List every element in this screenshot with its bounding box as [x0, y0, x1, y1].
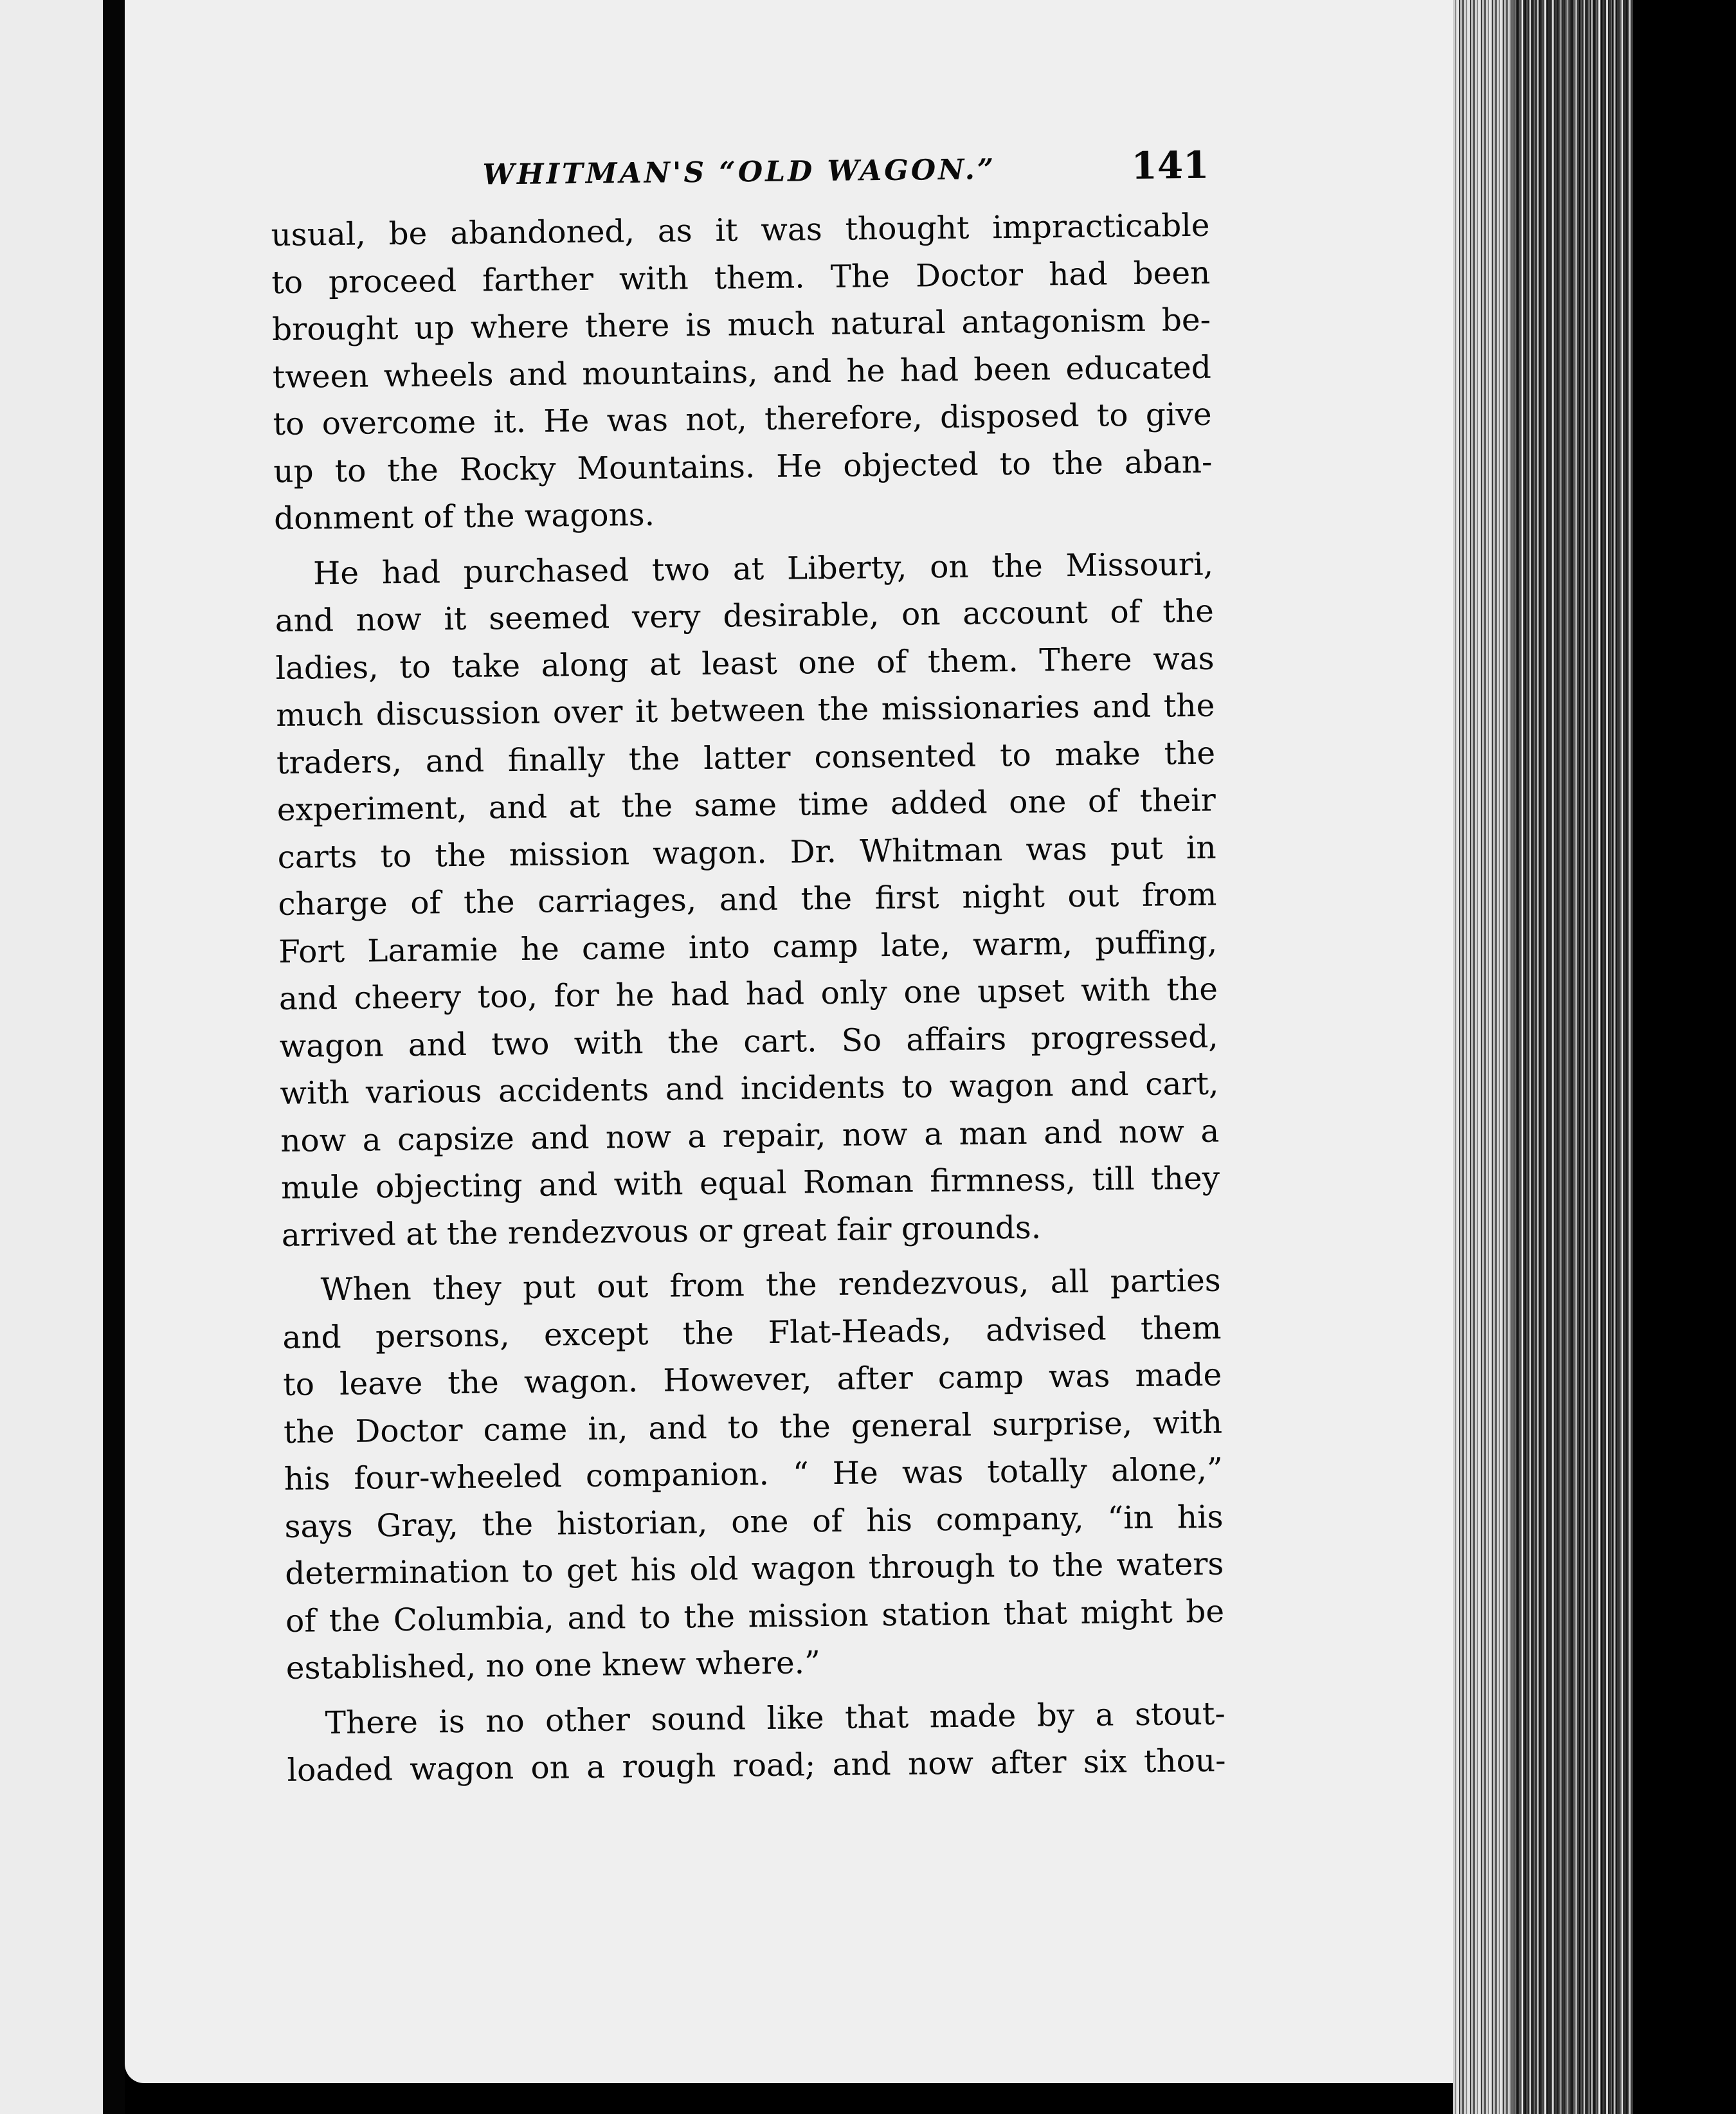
- text-line: now a capsize and now a repair, now a man and now a: [280, 1113, 1220, 1159]
- text-line: and persons, except the Flat-Heads, advised them: [282, 1310, 1222, 1356]
- running-head-title: WHITMAN'S “OLD WAGON.”: [482, 153, 997, 192]
- text-line: When they put out from the rendezvous, all parties: [320, 1262, 1221, 1308]
- text-line: up to the Rocky Mountains. He objected to the aban-: [273, 444, 1213, 490]
- page-block-edges: [1453, 0, 1633, 2114]
- text-line: usual, be abandoned, as it was thought impracticable: [271, 207, 1210, 253]
- paragraph: [282, 1258, 1225, 1693]
- text-line: He had purchased two at Liberty, on the Missouri,: [312, 546, 1214, 592]
- page-text: [270, 132, 1226, 1803]
- text-line: to overcome it. He was not, therefore, disposed to give: [273, 396, 1212, 442]
- paragraph: [275, 541, 1220, 1260]
- text-line: and now it seemed very desirable, on account of the: [275, 593, 1215, 639]
- text-line: of the Columbia, and to the mission station that might be: [285, 1593, 1225, 1640]
- text-line: to proceed farther with them. The Doctor had been: [271, 255, 1211, 301]
- text-line: charge of the carriages, and the first night out from: [278, 876, 1217, 923]
- text-line: traders, and finally the latter consented to make the: [276, 735, 1216, 781]
- text-line: established, no one knew where.”: [285, 1645, 821, 1686]
- paragraph: [286, 1690, 1225, 1794]
- scan-background: [1633, 0, 1736, 2114]
- text-line: arrived at the rendezvous or great fair grounds.: [281, 1209, 1042, 1254]
- text-line: to leave the wagon. However, after camp was made: [282, 1357, 1222, 1403]
- book-gutter: [103, 0, 125, 2114]
- text-line: experiment, and at the same time added one of their: [276, 782, 1216, 828]
- text-line: donment of the wagons.: [273, 496, 655, 537]
- text-line: and cheery too, for he had had only one upset with the: [278, 971, 1218, 1017]
- page-number: 141: [1131, 143, 1209, 188]
- text-line: There is no other sound like that made by a stout-: [325, 1695, 1225, 1741]
- text-line: loaded wagon on a rough road; and now after six thou-: [287, 1742, 1226, 1789]
- text-line: tween wheels and mountains, and he had been educated: [272, 349, 1212, 395]
- text-line: brought up where there is much natural antagonism be-: [271, 302, 1211, 348]
- text-line: Fort Laramie he came into camp late, warm, puffing,: [278, 924, 1218, 970]
- text-line: says Gray, the historian, one of his company, “in his: [284, 1499, 1224, 1545]
- text-line: the Doctor came in, and to the general surprise, with: [283, 1404, 1223, 1450]
- facing-page-edge: [0, 0, 103, 2114]
- text-line: much discussion over it between the missionaries and the: [276, 687, 1215, 734]
- text-line: carts to the mission wagon. Dr. Whitman was put in: [277, 829, 1216, 876]
- text-line: determination to get his old wagon through to the waters: [285, 1546, 1224, 1592]
- text-line: mule objecting and with equal Roman firmness, till they: [280, 1160, 1220, 1206]
- text-line: with various accidents and incidents to wagon and cart,: [280, 1065, 1219, 1112]
- text-line: wagon and two with the cart. So affairs progressed,: [279, 1018, 1218, 1065]
- text-line: ladies, to take along at least one of them. There was: [275, 640, 1215, 687]
- running-head: [270, 132, 1209, 212]
- text-line: his four-wheeled companion. “ He was totally alone,”: [284, 1451, 1224, 1497]
- paragraph: [271, 203, 1213, 543]
